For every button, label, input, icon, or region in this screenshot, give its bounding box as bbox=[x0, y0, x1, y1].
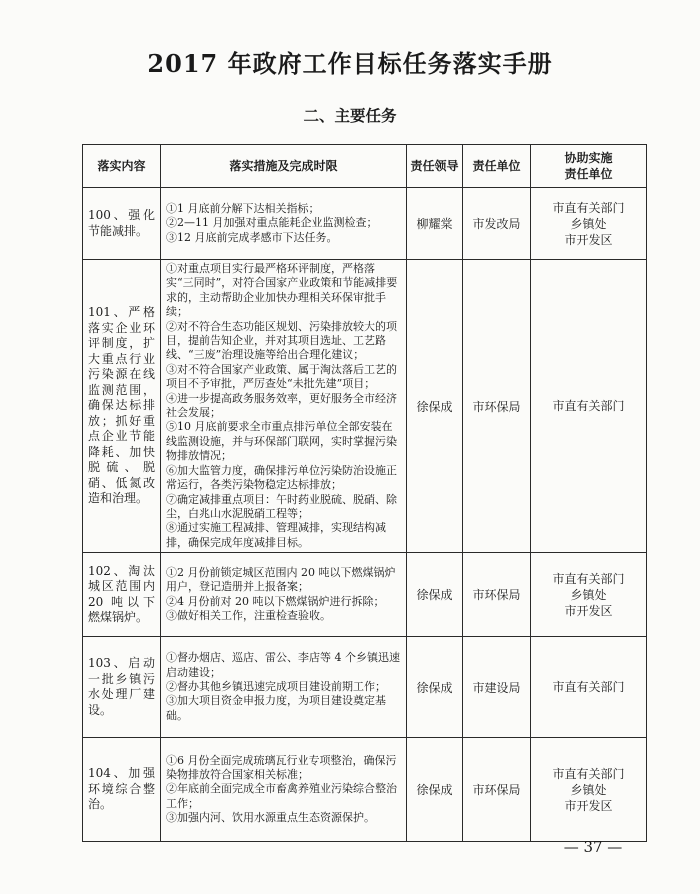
table-row bbox=[83, 260, 647, 553]
header-content: 落实内容 bbox=[83, 145, 161, 188]
task-unit: 市发改局 bbox=[463, 188, 531, 260]
task-content: 100、强化节能减排。 bbox=[83, 188, 161, 260]
assist-unit: 市开发区 bbox=[564, 603, 613, 618]
section-title: 二、主要任务 bbox=[303, 106, 397, 125]
task-measures bbox=[161, 637, 407, 738]
task-unit: 市建设局 bbox=[463, 637, 531, 738]
header-assist-line2: 责任单位 bbox=[564, 167, 613, 181]
page-title: 2017 年政府工作目标任务落实手册 bbox=[147, 49, 553, 78]
task-assist bbox=[531, 188, 647, 260]
task-measures bbox=[161, 188, 407, 260]
task-leader: 徐保成 bbox=[407, 553, 463, 637]
task-unit: 市环保局 bbox=[463, 260, 531, 553]
page-number: — 37 — bbox=[563, 838, 623, 856]
measure-item: ⑧通过实施工程减排、管理减排，实现结构减排，确保完成年度减排目标。 bbox=[166, 521, 386, 549]
header-assist-line1: 协助实施 bbox=[564, 151, 613, 165]
measure-item: ③加大项目资金申报力度，为项目建设奠定基础。 bbox=[166, 694, 386, 722]
measure-item: ②4 月份前对 20 吨以下燃煤锅炉进行拆除； bbox=[166, 594, 385, 608]
task-leader: 徐保成 bbox=[407, 738, 463, 842]
task-leader: 徐保成 bbox=[407, 637, 463, 738]
measure-item: ①6 月份全面完成琉璃瓦行业专项整治，确保污染物排放符合国家相关标准； bbox=[166, 753, 397, 782]
header-assist bbox=[531, 145, 647, 188]
assist-unit: 乡镇处 bbox=[570, 587, 607, 602]
task-content: 102、淘汰城区范围内 20 吨以下燃煤锅炉。 bbox=[83, 553, 161, 637]
assist-unit: 市直有关部门 bbox=[552, 680, 625, 695]
table-header-row bbox=[83, 145, 647, 188]
assist-unit: 市直有关部门 bbox=[552, 571, 625, 586]
assist-unit: 市直有关部门 bbox=[552, 399, 625, 414]
task-content: 104、加强环境综合整治。 bbox=[83, 738, 161, 842]
measure-item: ①1 月底前分解下达相关指标； bbox=[166, 201, 320, 215]
table-row bbox=[83, 188, 647, 260]
measure-item: ⑦确定减排重点项目：午时药业脱硫、脱硝、除尘，白兆山水泥脱硝工程等； bbox=[166, 492, 397, 520]
task-leader: 徐保成 bbox=[407, 260, 463, 553]
measure-item: ③加强内河、饮用水源重点生态资源保护。 bbox=[166, 811, 375, 825]
task-assist bbox=[531, 260, 647, 553]
measure-item: ②2—11 月加强对重点能耗企业监测检查； bbox=[166, 216, 378, 230]
header-unit: 责任单位 bbox=[463, 145, 531, 188]
table-row bbox=[83, 553, 647, 637]
task-measures bbox=[161, 553, 407, 637]
assist-unit: 市开发区 bbox=[564, 798, 613, 813]
measure-item: ②年底前全面完成全市畜禽养殖业污染综合整治工作； bbox=[166, 782, 397, 810]
measure-item: ①2 月份前锁定城区范围内 20 吨以下燃煤锅炉用户，登记造册并上报备案； bbox=[166, 565, 396, 594]
measure-item: ③对不符合国家产业政策、属于淘汰落后工艺的项目不予审批，严厉查处“未批先建”项目； bbox=[166, 362, 397, 391]
task-assist bbox=[531, 637, 647, 738]
table-row bbox=[83, 738, 647, 842]
assist-unit: 乡镇处 bbox=[570, 782, 607, 797]
measure-item: ⑤10 月底前要求全市重点排污单位全部安装在线监测设施，并与环保部门联网，实时掌握污染物排放情况； bbox=[166, 420, 397, 463]
assist-unit: 市直有关部门 bbox=[552, 766, 625, 781]
table-row bbox=[83, 637, 647, 738]
measure-item: ②对不符合生态功能区规划、污染排放较大的项目，提前告知企业，并对其项目选址、工艺路线、“三废”治理设施等给出合理化建议； bbox=[166, 319, 397, 362]
header-measures: 落实措施及完成时限 bbox=[161, 145, 407, 188]
measure-item: ③做好相关工作，注重检查验收。 bbox=[166, 609, 331, 623]
task-assist bbox=[531, 553, 647, 637]
measure-item: ④进一步提高政务服务效率，更好服务全市经济社会发展； bbox=[166, 391, 397, 420]
assist-unit: 市开发区 bbox=[564, 232, 613, 247]
measure-item: ③12 月底前完成孝感市下达任务。 bbox=[166, 230, 338, 244]
header-leader: 责任领导 bbox=[407, 145, 463, 188]
task-unit: 市环保局 bbox=[463, 553, 531, 637]
measure-item: ①督办烟店、巡店、雷公、李店等 4 个乡镇迅速启动建设； bbox=[166, 651, 400, 679]
task-content: 101、严格落实企业环评制度，扩大重点行业污染源在线监测范围，确保达标排放；抓好重点企业节能降耗、加快脱硫、脱硝、低氮改造和治理。 bbox=[83, 260, 161, 553]
measure-item: ⑥加大监管力度，确保排污单位污染防治设施正常运行，各类污染物稳定达标排放； bbox=[166, 463, 397, 492]
task-content: 103、启动一批乡镇污水处理厂建设。 bbox=[83, 637, 161, 738]
assist-unit: 乡镇处 bbox=[570, 216, 607, 231]
measure-item: ①对重点项目实行最严格环评制度，严格落实“三同时”，对符合国家产业政策和节能减排要求的，主动帮助企业加快办理相关环保审批手续； bbox=[166, 262, 398, 319]
assist-unit: 市直有关部门 bbox=[552, 200, 625, 215]
task-unit: 市环保局 bbox=[463, 738, 531, 842]
measure-item: ②督办其他乡镇迅速完成项目建设前期工作； bbox=[166, 679, 386, 693]
task-table bbox=[82, 144, 647, 842]
task-measures bbox=[161, 738, 407, 842]
task-assist bbox=[531, 738, 647, 842]
task-leader: 柳耀棠 bbox=[407, 188, 463, 260]
task-measures bbox=[161, 260, 407, 553]
